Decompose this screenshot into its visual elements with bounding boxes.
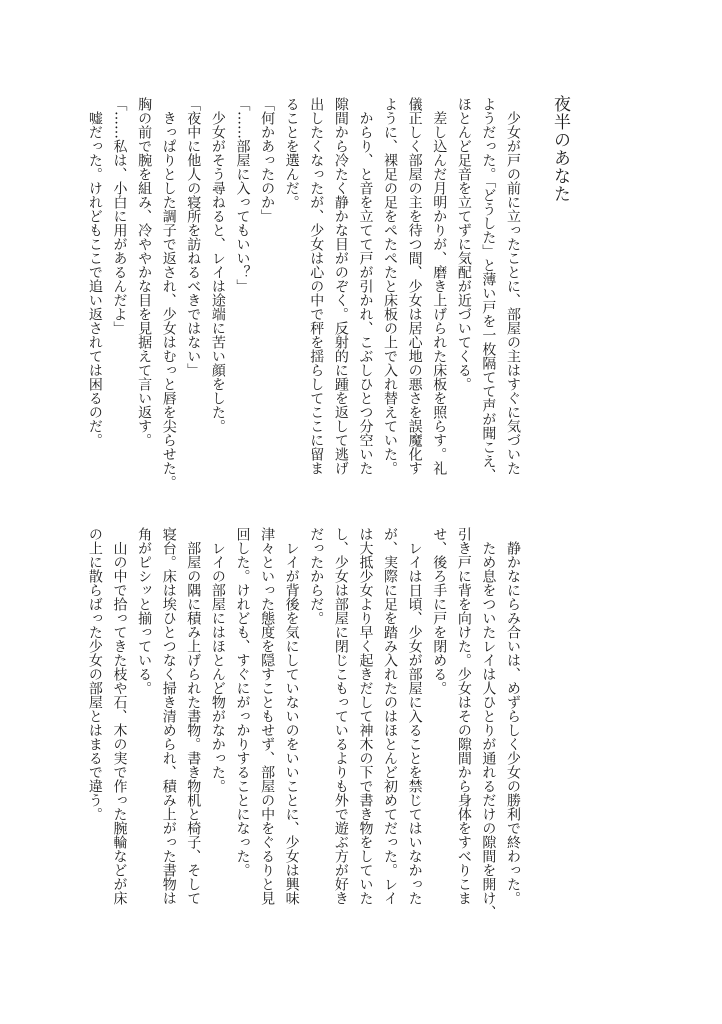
- text-line: 少女が戸の前に立ったことに、部屋の主はすぐに気づいた: [505, 97, 521, 475]
- text-line: 少女がそう尋ねると、レイは途端に苦い顔をした。: [209, 97, 226, 433]
- text-line: 出したくなったが、少女は心の中で秤を揺らしてここに留ま: [308, 97, 325, 475]
- text-line: 隙間から冷たく静かな目がのぞく。反射的に踵を返して逃げ: [332, 97, 349, 475]
- text-line: せ、後ろ手に戸を閉める。: [431, 527, 448, 695]
- text-line: 角がピシッと揃っている。: [136, 527, 153, 695]
- text-line: し、少女は部屋に閉じこもっているよりも外で遊ぶ方が好き: [332, 527, 349, 905]
- text-line: は大抵少女より早く起きだして神木の下で書き物をしていた: [357, 527, 374, 905]
- text-line: からり、と音を立てて戸が引かれ、こぶしひとつ分空いた: [357, 97, 374, 475]
- text-line: レイが背後を気にしていないのをいいことに、少女は興味: [283, 527, 300, 905]
- text-line: 胸の前で腕を組み、冷ややかな目を見据えて言い返す。: [136, 97, 153, 447]
- text-line: 儀正しく部屋の主を待つ間、少女は居心地の悪さを誤魔化す: [406, 97, 423, 475]
- text-line: 嘘だった。けれどもここで追い返されては困るのだ。: [86, 97, 103, 447]
- text-line: 回した。けれども、すぐにがっかりすることになった。: [234, 527, 251, 877]
- text-line: 「何かあったのか」: [259, 97, 276, 223]
- text-line: 部屋の隅に積み上げられた書物。書き物机と椅子、そして: [185, 527, 202, 905]
- text-line: 引き戸に背を向けた。少女はその隙間から身体をすべりこま: [455, 527, 472, 905]
- text-line: ほとんど足音を立てずに気配が近づいてくる。: [455, 97, 472, 391]
- text-line: 「……部屋に入ってもいい？」: [234, 97, 251, 293]
- text-line: 「夜中に他人の寝所を訪ねるべきではない」: [185, 97, 202, 377]
- text-block-upper: [82, 97, 525, 497]
- text-line: ることを選んだ。: [283, 97, 300, 209]
- text-line: ため息をついたレイは人ひとりが通れるだけの隙間を開け、: [480, 527, 497, 919]
- text-line: の上に散らばった少女の部屋とはまるで違う。: [86, 527, 103, 821]
- text-line: レイは日頃、少女が部屋に入ることを禁じてはいなかった: [406, 527, 423, 905]
- text-block-lower: [82, 527, 525, 927]
- text-line: ように、裸足の足をぺたぺたと床板の上で入れ替えていた。: [382, 97, 399, 475]
- text-line: 静かなにらみ合いは、めずらしく少女の勝利で終わった。: [505, 527, 521, 905]
- text-line: 差し込んだ月明かりが、磨き上げられた床板を照らす。礼: [431, 97, 448, 475]
- text-line: 津々といった態度を隠すこともせず、部屋の中をぐるりと見: [259, 527, 276, 905]
- text-line: ようだった。「どうした」と薄い戸を一枚隔てて声が聞こえ、: [480, 97, 497, 482]
- text-line: 「……私は、小白に用があるんだよ」: [111, 97, 128, 335]
- text-line: だったからだ。: [308, 527, 325, 625]
- document-title: 夜半のあなた: [550, 95, 570, 203]
- text-line: レイの部屋にはほとんど物がなかった。: [209, 527, 226, 793]
- text-line: きっぱりとした調子で返され、少女はむっと唇を尖らせた。: [160, 97, 177, 489]
- text-line: が、実際に足を踏み入れたのはほとんど初めてだった。レイ: [382, 527, 399, 905]
- text-line: 寝台。床は埃ひとつなく掃き清められ、積み上がった書物は: [160, 527, 177, 905]
- text-line: 山の中で拾ってきた枝や石、木の実で作った腕輪などが床: [111, 527, 128, 905]
